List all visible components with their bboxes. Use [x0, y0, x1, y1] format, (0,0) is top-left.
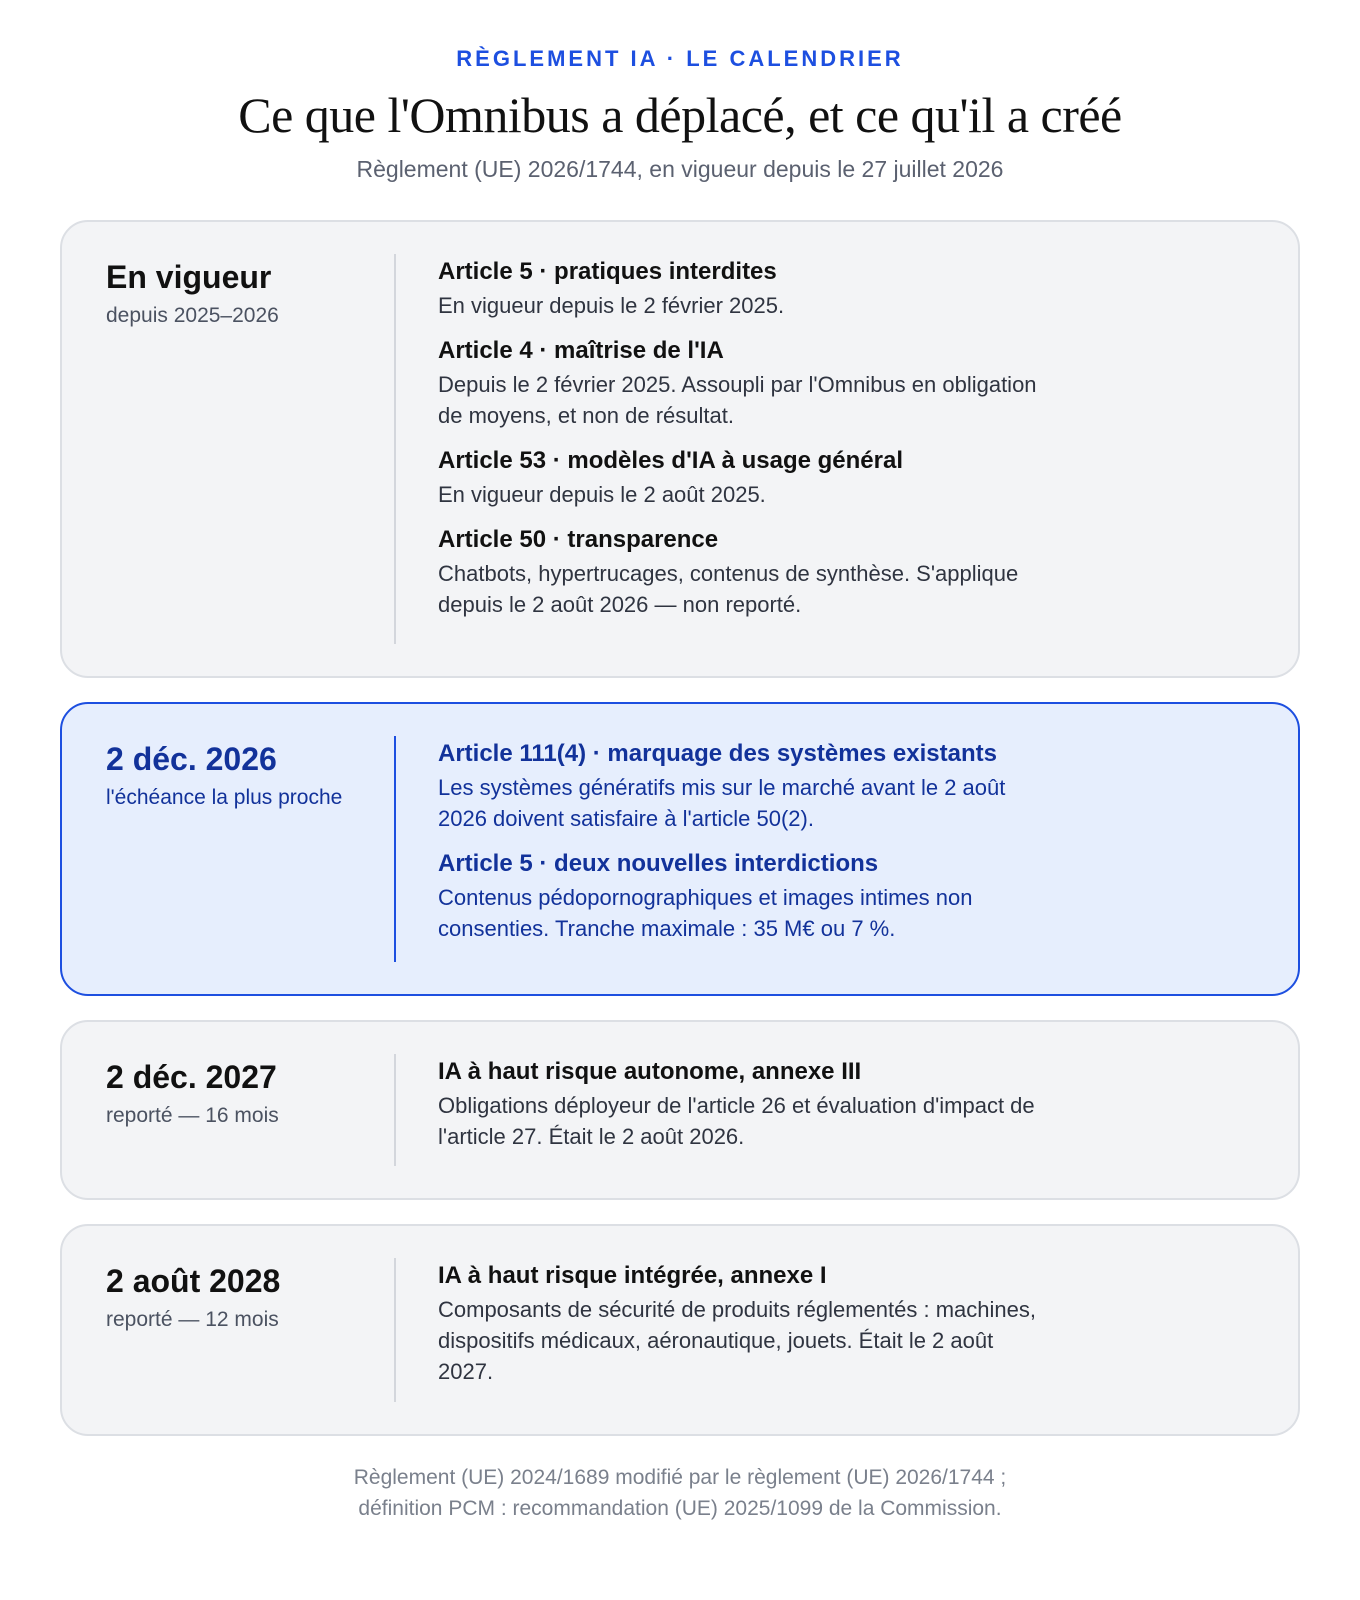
card-divider	[394, 1054, 396, 1166]
item-title: Article 111(4) · marquage des systèmes existants	[438, 740, 997, 767]
card-item	[438, 848, 1258, 944]
item-title: Article 4 · maîtrise de l'IA	[438, 337, 724, 364]
timeline-card-dec-2027	[60, 1020, 1300, 1200]
kicker: RÈGLEMENT IA · LE CALENDRIER	[456, 46, 904, 71]
item-text: En vigueur depuis le 2 février 2025.	[438, 293, 785, 318]
card-item	[438, 1260, 1258, 1387]
card-item	[438, 335, 1258, 431]
item-text: Depuis le 2 février 2025. Assoupli par l'Omnibus en obligation de moyens, et non de résultat.	[438, 372, 1037, 428]
item-title: IA à haut risque intégrée, annexe I	[438, 1262, 827, 1289]
card-items	[438, 738, 1258, 944]
item-text: Obligations déployeur de l'article 26 et évaluation d'impact de l'article 27. Était le 2 août 2026.	[438, 1093, 1035, 1149]
card-items	[438, 256, 1258, 620]
card-item	[438, 1056, 1258, 1152]
card-items	[438, 1260, 1258, 1387]
card-item	[438, 524, 1258, 620]
page-title: Ce que l'Omnibus a déplacé, et ce qu'il a créé	[238, 87, 1122, 143]
card-date: 2 déc. 2026	[106, 741, 277, 777]
card-date-note: depuis 2025–2026	[106, 304, 279, 327]
item-text: En vigueur depuis le 2 août 2025.	[438, 482, 766, 507]
card-divider	[394, 254, 396, 644]
item-text: Composants de sécurité de produits réglementés : machines, dispositifs médicaux, aéronautique, jouets. Était le 2 août 2027.	[438, 1297, 1036, 1384]
item-title: IA à haut risque autonome, annexe III	[438, 1058, 862, 1085]
card-divider	[394, 1258, 396, 1402]
card-date-note: reporté — 16 mois	[106, 1104, 279, 1127]
card-item	[438, 256, 1258, 321]
timeline-card-in-force	[60, 220, 1300, 678]
card-date-column	[106, 1262, 396, 1332]
item-title: Article 53 · modèles d'IA à usage général	[438, 447, 903, 474]
item-text: Chatbots, hypertrucages, contenus de synthèse. S'applique depuis le 2 août 2026 — non reporté.	[438, 561, 1019, 617]
item-text: Les systèmes génératifs mis sur le marché avant le 2 août 2026 doivent satisfaire à l'article 50(2).	[438, 775, 1006, 831]
footer-line: Règlement (UE) 2024/1689 modifié par le règlement (UE) 2026/1744 ;	[353, 1466, 1007, 1489]
card-item	[438, 445, 1258, 510]
footer-line: définition PCM : recommandation (UE) 2025/1099 de la Commission.	[358, 1497, 1002, 1520]
footer-note	[0, 1462, 1360, 1524]
card-items	[438, 1056, 1258, 1152]
card-date: En vigueur	[106, 259, 272, 295]
card-item	[438, 738, 1258, 834]
item-text: Contenus pédopornographiques et images intimes non consenties. Tranche maximale : 35 M€ ou 7 %.	[438, 885, 973, 941]
card-date-column	[106, 258, 396, 328]
card-date: 2 août 2028	[106, 1263, 281, 1299]
item-title: Article 5 · pratiques interdites	[438, 258, 777, 285]
card-date: 2 déc. 2027	[106, 1059, 277, 1095]
card-date-column	[106, 1058, 396, 1128]
card-date-column	[106, 740, 396, 810]
timeline-card-aug-2028	[60, 1224, 1300, 1436]
timeline-card-dec-2026	[60, 702, 1300, 996]
page-subtitle: Règlement (UE) 2026/1744, en vigueur depuis le 27 juillet 2026	[356, 156, 1004, 182]
card-date-note: reporté — 12 mois	[106, 1308, 279, 1331]
item-title: Article 50 · transparence	[438, 526, 719, 553]
item-title: Article 5 · deux nouvelles interdictions	[438, 850, 879, 877]
card-divider	[394, 736, 396, 962]
card-date-note: l'échéance la plus proche	[106, 786, 343, 809]
